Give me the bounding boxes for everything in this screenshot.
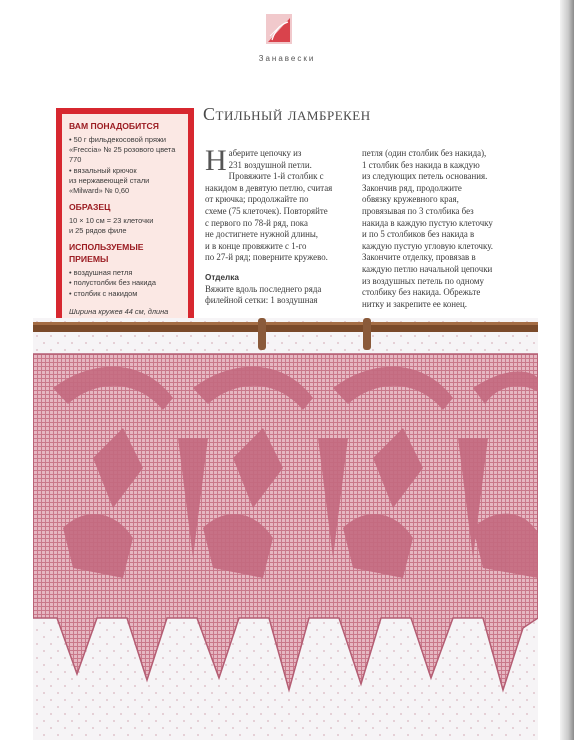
body-line: и по 5 столбиков без накида в <box>362 229 475 240</box>
techniques-heading: ИСПОЛЬЗУЕМЫЕ ПРИЕМЫ <box>69 242 144 265</box>
technique-item: • столбик с накидом <box>69 288 138 298</box>
body-line: каждую пустую угловую клеточку. <box>362 240 493 251</box>
body-line: петля (один столбик без накида), <box>362 148 487 158</box>
body-line: столбику без накида. Обрежьте <box>362 287 481 298</box>
body-line: филейной сетки: 1 воздушная <box>205 295 318 306</box>
size-note-line: Ширина кружев 44 см, длина <box>69 306 169 316</box>
body-line: накидом в девятую петлю, считая <box>205 182 333 193</box>
body-line: нитку и закрепите ее конец. <box>362 298 467 309</box>
needed-line: 770 <box>69 155 82 165</box>
body-line: от крючка; продолжайте по <box>205 194 309 205</box>
needed-line: «Freccia» № 25 розового цвета <box>69 145 176 155</box>
section-label: Занавески <box>258 54 316 63</box>
body-line: Провяжите 1-й столбик с <box>228 171 324 182</box>
body-line: и в конце провяжите с 1-го <box>205 240 307 251</box>
body-line: из воздушных петель по одному <box>362 275 484 286</box>
needed-line: • 50 г фильдекосовой пряжи <box>69 134 167 144</box>
lace-valance-photo <box>33 318 538 740</box>
finishing-heading: Отделка <box>205 272 239 282</box>
needed-line: из нержавеющей стали <box>69 175 150 185</box>
section-logo-icon <box>266 14 292 44</box>
technique-item: • воздушная петля <box>69 268 133 278</box>
body-line: Закончите отделку, провязав в <box>362 252 476 263</box>
sample-heading: ОБРАЗЕЦ <box>69 202 111 213</box>
body-line: 231 воздушной петли. <box>228 159 312 170</box>
body-line: аберите цепочку из <box>228 148 302 158</box>
body-line: не достигнете нужной длины, <box>205 229 318 240</box>
body-column-1 <box>205 144 347 307</box>
body-column-2 <box>362 148 512 310</box>
body-line: с первого по 78-й ряд, пока <box>205 217 308 228</box>
page-title: Стильный ламбрекен <box>203 104 371 124</box>
body-line: 1 столбик без накида в каждую <box>362 159 480 170</box>
needed-line: «Milward» № 0,60 <box>69 185 130 195</box>
body-line: провязывая по 3 столбика без <box>362 205 474 216</box>
body-line: Закончив ряд, продолжите <box>362 182 462 193</box>
drop-cap: Н <box>205 144 227 177</box>
body-line: обвязку кружевного края, <box>362 194 459 205</box>
body-line: из следующих петель основания. <box>362 171 488 182</box>
sample-line: и 25 рядов филе <box>69 226 127 236</box>
body-line: каждую петлю начальной цепочки <box>362 263 493 274</box>
needed-heading: ВАМ ПОНАДОБИТСЯ <box>69 121 159 131</box>
sample-line: 10 × 10 см = 23 клеточки <box>69 216 154 226</box>
body-line: накида в каждую пустую клеточку <box>362 217 493 228</box>
body-line: по 27-й ряд; поверните кружево. <box>205 252 328 263</box>
technique-item: • полустолбик без накида <box>69 278 156 288</box>
body-line: схеме (75 клеточек). Повторяйте <box>205 205 328 216</box>
materials-sidebar <box>56 108 194 342</box>
page-gutter-shadow <box>560 0 574 740</box>
body-line: Вяжите вдоль последнего ряда <box>205 283 322 294</box>
needed-line: • вязальный крючок <box>69 165 137 175</box>
